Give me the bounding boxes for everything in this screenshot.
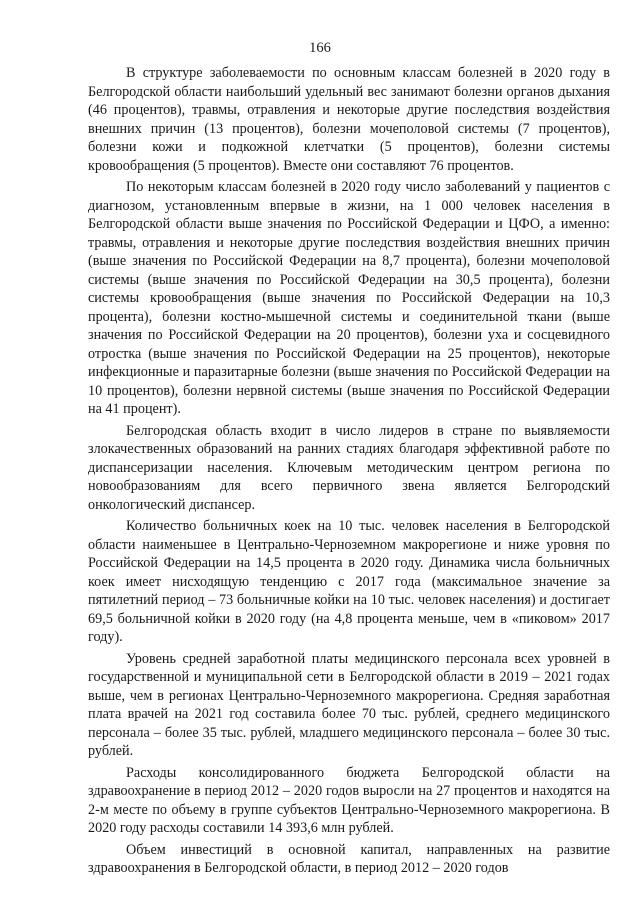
paragraph-budget-expenses: Расходы консолидированного бюджета Белгородской области на здравоохранение в период 2012 – 2020 годов выросли на 27 процентов и находятся на 2-м месте по объему в группе субъектов Центрально-Черноземного макрорегиона. В 2020 году расходы составили 14 393,6 млн рублей. — [88, 764, 610, 836]
document-body — [88, 64, 610, 878]
page-number: 166 — [309, 40, 331, 56]
paragraph-oncology-screening: Белгородская область входит в число лидеров в стране по выявляемости злокачественных образований на ранних стадиях благодаря эффективной работе по диспансеризации населения. Ключевым методическим центром региона по новообразованиям для всего первичного звена является Белгородский онкологический диспансер. — [88, 422, 610, 513]
paragraph-hospital-beds: Количество больничных коек на 10 тыс. человек населения в Белгородской области наименьшее в Центрально-Черноземном макрорегионе и ниже уровня по Российской Федерации на 14,5 процента в 2020 году. Динамика числа больничных коек имеет нисходящую тенденцию с 2017 года (максимальное значение за пятилетний период – 73 больничные койки на 10 тыс. человек населения) и достигает 69,5 больничной койки в 2020 году (на 4,8 процента меньше, чем в «пиковом» 2017 году). — [88, 518, 610, 645]
paragraph-investments: Объем инвестиций в основной капитал, направленных на развитие здравоохранения в Белгородской области, в период 2012 – 2020 годов — [88, 841, 610, 876]
paragraph-medical-salaries: Уровень средней заработной платы медицинского персонала всех уровней в государственной и муниципальной сети в Белгородской области в 2019 – 2021 годах выше, чем в регионах Центрально-Черноземного макрорегиона. Средняя заработная плата врачей на 2021 год составила более 70 тыс. рублей, среднего медицинского персонала – более 35 тыс. рублей, младшего медицинского персонала – более 30 тыс. рублей. — [88, 650, 610, 759]
paragraph-morbidity-structure: В структуре заболеваемости по основным классам болезней в 2020 году в Белгородской области наибольший удельный вес занимают болезни органов дыхания (46 процентов), травмы, отравления и некоторые другие последствия воздействия внешних причин (13 процентов), болезни мочеполовой системы (7 процентов), болезни кожи и подкожной клетчатки (5 процентов), болезни системы кровообращения (5 процентов). Вместе они составляют 76 процентов. — [88, 65, 610, 174]
paragraph-disease-classes: По некоторым классам болезней в 2020 году число заболеваний у пациентов с диагнозом, установленным впервые в жизни, на 1 000 человек населения в Белгородской области выше значения по Российской Федерации и ЦФО, а именно: травмы, отравления и некоторые другие последствия воздействия внешних причин (выше значения по Российской Федерации на 8,7 процента), болезни мочеполовой системы (выше значения по Российской Федерации на 30,5 процента), болезни системы кровообращения (выше значения по Российской Федерации на 10,3 процента), болезни костно-мышечной системы и соединительной ткани (выше значения по Российской Федерации на 20 процентов), болезни уха и сосцевидного отростка (выше значения по Российской Федерации на 25 процентов), некоторые инфекционные и паразитарные болезни (выше значения по Российской Федерации на 10 процентов), болезни нервной системы (выше значения по Российской Федерации на 41 процент). — [88, 179, 610, 417]
